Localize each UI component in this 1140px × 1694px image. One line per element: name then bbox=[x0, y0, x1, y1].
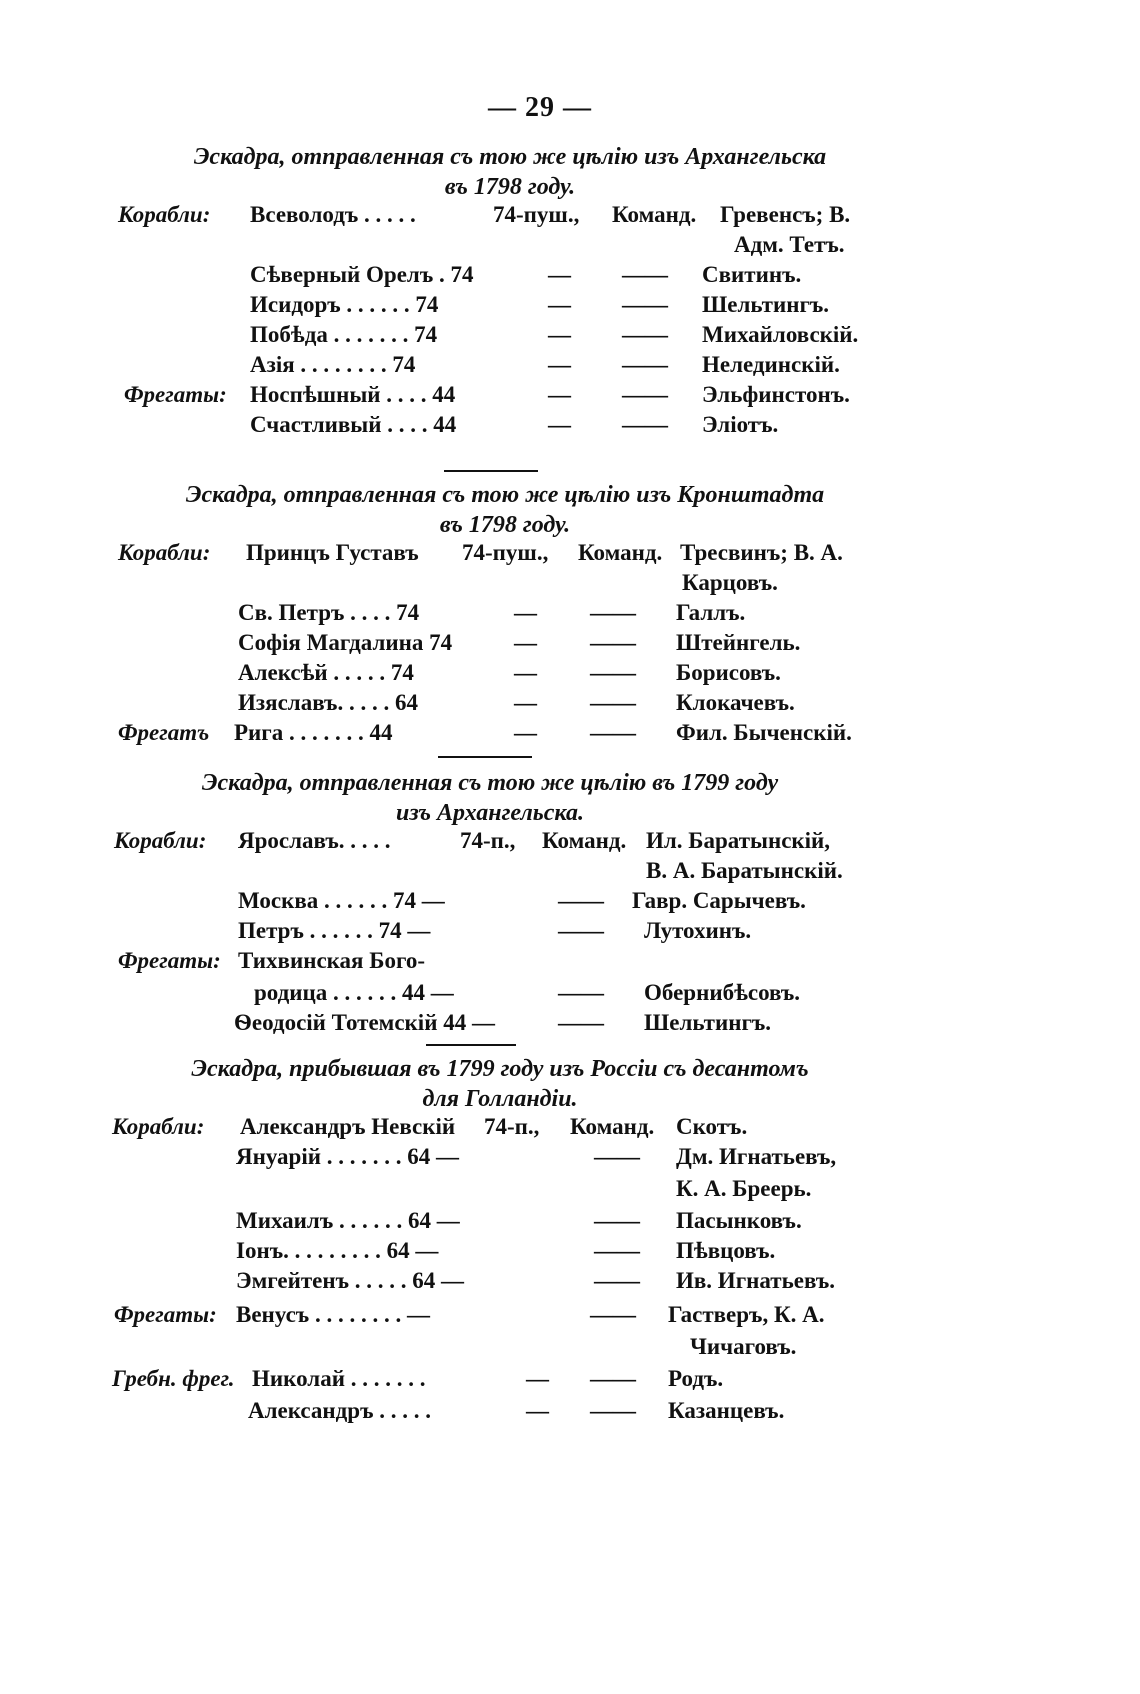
ship-dash: —— bbox=[590, 600, 636, 625]
ship-name: Носпѣшный . . . . 44 bbox=[250, 382, 456, 407]
ship-category: Фрегаты: bbox=[118, 948, 221, 973]
heading-line: Эскадра, отправленная съ тою же цѣлію изъ Кронштадта bbox=[185, 482, 825, 508]
ship-name: Тихвинская Бого- bbox=[238, 948, 425, 973]
ship-name: Януарій . . . . . . . 64 — bbox=[236, 1144, 459, 1169]
ship-guns: — bbox=[526, 1366, 549, 1391]
ship-commander: Гревенсъ; В. bbox=[720, 202, 851, 227]
ship-dash: —— bbox=[558, 980, 604, 1005]
ship-name: Счастливый . . . . 44 bbox=[250, 412, 457, 437]
ship-name: Іонъ. . . . . . . . . 64 — bbox=[236, 1238, 439, 1263]
ship-dash: —— bbox=[622, 322, 668, 347]
ship-category: Корабли: bbox=[118, 202, 211, 227]
ship-guns: 74-пуш., bbox=[462, 540, 549, 565]
ship-dash: —— bbox=[594, 1268, 640, 1293]
ship-commander: Казанцевъ. bbox=[668, 1398, 785, 1423]
section-heading bbox=[120, 1054, 880, 1114]
heading-line: изъ Архангельска. bbox=[396, 800, 584, 826]
ship-commander: Ил. Баратынскій, bbox=[646, 828, 831, 853]
section-heading bbox=[120, 480, 890, 540]
ship-guns: — bbox=[526, 1398, 549, 1423]
section-divider bbox=[444, 470, 538, 472]
ship-commander: Обернибѣсовъ. bbox=[644, 980, 801, 1005]
ship-commander: Гастверъ, К. А. bbox=[668, 1302, 825, 1327]
ship-commander: Клокачевъ. bbox=[676, 690, 795, 715]
ship-name: Эмгейтенъ . . . . . 64 — bbox=[236, 1268, 465, 1293]
ship-category: Фрегаты: bbox=[114, 1302, 217, 1327]
ship-guns: 74-п., bbox=[460, 828, 516, 853]
ship-dash: —— bbox=[622, 262, 668, 287]
ship-name: Венусъ . . . . . . . . — bbox=[236, 1302, 430, 1327]
ship-commander: Шельтингъ. bbox=[644, 1010, 772, 1035]
ship-guns: — bbox=[548, 262, 571, 287]
ship-commander: Штейнгель. bbox=[676, 630, 801, 655]
section-divider bbox=[426, 1044, 516, 1046]
page-number: — 29 — bbox=[488, 92, 592, 123]
commander-continuation: Карцовъ. bbox=[682, 570, 778, 595]
ship-name: Михаилъ . . . . . . 64 — bbox=[236, 1208, 460, 1233]
ship-dash: —— bbox=[594, 1238, 640, 1263]
ship-commander: Фил. Быченскій. bbox=[676, 720, 852, 745]
ship-name: Исидоръ . . . . . . 74 bbox=[250, 292, 439, 317]
ship-dash: —— bbox=[590, 720, 636, 745]
ship-name: Изяславъ. . . . . 64 bbox=[238, 690, 418, 715]
ship-commander: Галлъ. bbox=[676, 600, 746, 625]
ship-dash: —— bbox=[590, 1398, 636, 1423]
heading-line: для Голландіи. bbox=[422, 1086, 578, 1112]
ship-dash: —— bbox=[558, 888, 604, 913]
ship-commander: Лутохинъ. bbox=[644, 918, 752, 943]
heading-line: въ 1798 году. bbox=[439, 512, 571, 538]
ship-commander: Михайловскій. bbox=[702, 322, 859, 347]
ship-guns: — bbox=[548, 382, 571, 407]
ship-commander: Пасынковъ. bbox=[676, 1208, 802, 1233]
ship-dash: —— bbox=[594, 1144, 640, 1169]
ship-command: Команд. bbox=[570, 1114, 655, 1139]
ship-name: Побѣда . . . . . . . 74 bbox=[250, 322, 438, 347]
ship-name: Принцъ Густавъ bbox=[246, 540, 419, 565]
ship-commander: Дм. Игнатьевъ, bbox=[676, 1144, 837, 1169]
ship-commander: Скотъ. bbox=[676, 1114, 748, 1139]
ship-guns: 74-пуш., bbox=[493, 202, 580, 227]
ship-command: Команд. bbox=[578, 540, 663, 565]
ship-guns: — bbox=[548, 322, 571, 347]
ship-category: Корабли: bbox=[114, 828, 207, 853]
ship-commander: Шельтингъ. bbox=[702, 292, 830, 317]
section-heading bbox=[130, 768, 850, 828]
section-divider bbox=[438, 756, 532, 758]
ship-dash: —— bbox=[558, 1010, 604, 1035]
ship-guns: — bbox=[514, 660, 537, 685]
ship-name: Сѣверный Орелъ . 74 bbox=[250, 262, 474, 287]
ship-name: Александръ . . . . . bbox=[248, 1398, 431, 1423]
ship-dash: —— bbox=[590, 690, 636, 715]
ship-commander: Тресвинъ; В. А. bbox=[680, 540, 843, 565]
ship-guns: — bbox=[548, 412, 571, 437]
ship-name: Николай . . . . . . . bbox=[252, 1366, 426, 1391]
heading-line: въ 1798 году. bbox=[444, 174, 576, 200]
ship-guns: — bbox=[514, 690, 537, 715]
ship-name: Рига . . . . . . . 44 bbox=[234, 720, 393, 745]
ship-name: Ѳеодосій Тотемскій 44 — bbox=[234, 1010, 495, 1035]
ship-name: Всеволодъ . . . . . bbox=[250, 202, 416, 227]
ship-dash: —— bbox=[622, 412, 668, 437]
ship-guns: — bbox=[514, 720, 537, 745]
ship-commander: Нелединскій. bbox=[702, 352, 840, 377]
ship-name: Москва . . . . . . 74 — bbox=[238, 888, 445, 913]
section-heading bbox=[130, 142, 890, 202]
ship-name: Св. Петръ . . . . 74 bbox=[238, 600, 420, 625]
commander-continuation: В. А. Баратынскій. bbox=[646, 858, 843, 883]
ship-name: Алексѣй . . . . . 74 bbox=[238, 660, 414, 685]
ship-guns: — bbox=[548, 292, 571, 317]
ship-command: Команд. bbox=[542, 828, 627, 853]
ship-dash: —— bbox=[558, 918, 604, 943]
ship-name: Софія Магдалина 74 bbox=[238, 630, 453, 655]
ship-commander: Эльфинстонъ. bbox=[702, 382, 850, 407]
ship-dash: —— bbox=[594, 1208, 640, 1233]
ship-dash: —— bbox=[590, 630, 636, 655]
ship-commander: Свитинъ. bbox=[702, 262, 802, 287]
ship-commander: Родъ. bbox=[668, 1366, 724, 1391]
ship-dash: —— bbox=[590, 660, 636, 685]
ship-commander: Гавр. Сарычевъ. bbox=[632, 888, 806, 913]
heading-line: Эскадра, отправленная съ тою же цѣлію въ 1799 году bbox=[201, 770, 779, 796]
ship-category: Фрегаты: bbox=[124, 382, 227, 407]
ship-command: Команд. bbox=[612, 202, 697, 227]
ship-name: родица . . . . . . 44 — bbox=[254, 980, 454, 1005]
heading-line: Эскадра, прибывшая въ 1799 году изъ Россіи съ десантомъ bbox=[191, 1056, 809, 1082]
ship-name: Ярославъ. . . . . bbox=[238, 828, 391, 853]
ship-category: Корабли: bbox=[112, 1114, 205, 1139]
ship-dash: —— bbox=[622, 382, 668, 407]
ship-guns: — bbox=[548, 352, 571, 377]
commander-continuation: Адм. Тетъ. bbox=[734, 232, 845, 257]
ship-commander: Ив. Игнатьевъ. bbox=[676, 1268, 835, 1293]
ship-guns: — bbox=[514, 600, 537, 625]
ship-name: Александръ Невскій bbox=[240, 1114, 456, 1139]
ship-commander: Эліотъ. bbox=[702, 412, 779, 437]
ship-name: Азія . . . . . . . . 74 bbox=[250, 352, 416, 377]
ship-dash: —— bbox=[590, 1366, 636, 1391]
ship-category: Фрегатъ bbox=[118, 720, 210, 745]
ship-commander: Борисовъ. bbox=[676, 660, 781, 685]
ship-guns: 74-п., bbox=[484, 1114, 540, 1139]
ship-dash: —— bbox=[590, 1302, 636, 1327]
ship-dash: —— bbox=[622, 292, 668, 317]
commander-continuation: Чичаговъ. bbox=[690, 1334, 797, 1359]
ship-category: Гребн. фрег. bbox=[112, 1366, 235, 1391]
ship-guns: — bbox=[514, 630, 537, 655]
ship-commander: Пѣвцовъ. bbox=[676, 1238, 776, 1263]
ship-dash: —— bbox=[622, 352, 668, 377]
ship-category: Корабли: bbox=[118, 540, 211, 565]
commander-continuation: К. А. Бреерь. bbox=[676, 1176, 812, 1201]
ship-name: Петръ . . . . . . 74 — bbox=[238, 918, 431, 943]
heading-line: Эскадра, отправленная съ тою же цѣлію изъ Архангельска bbox=[193, 144, 827, 170]
